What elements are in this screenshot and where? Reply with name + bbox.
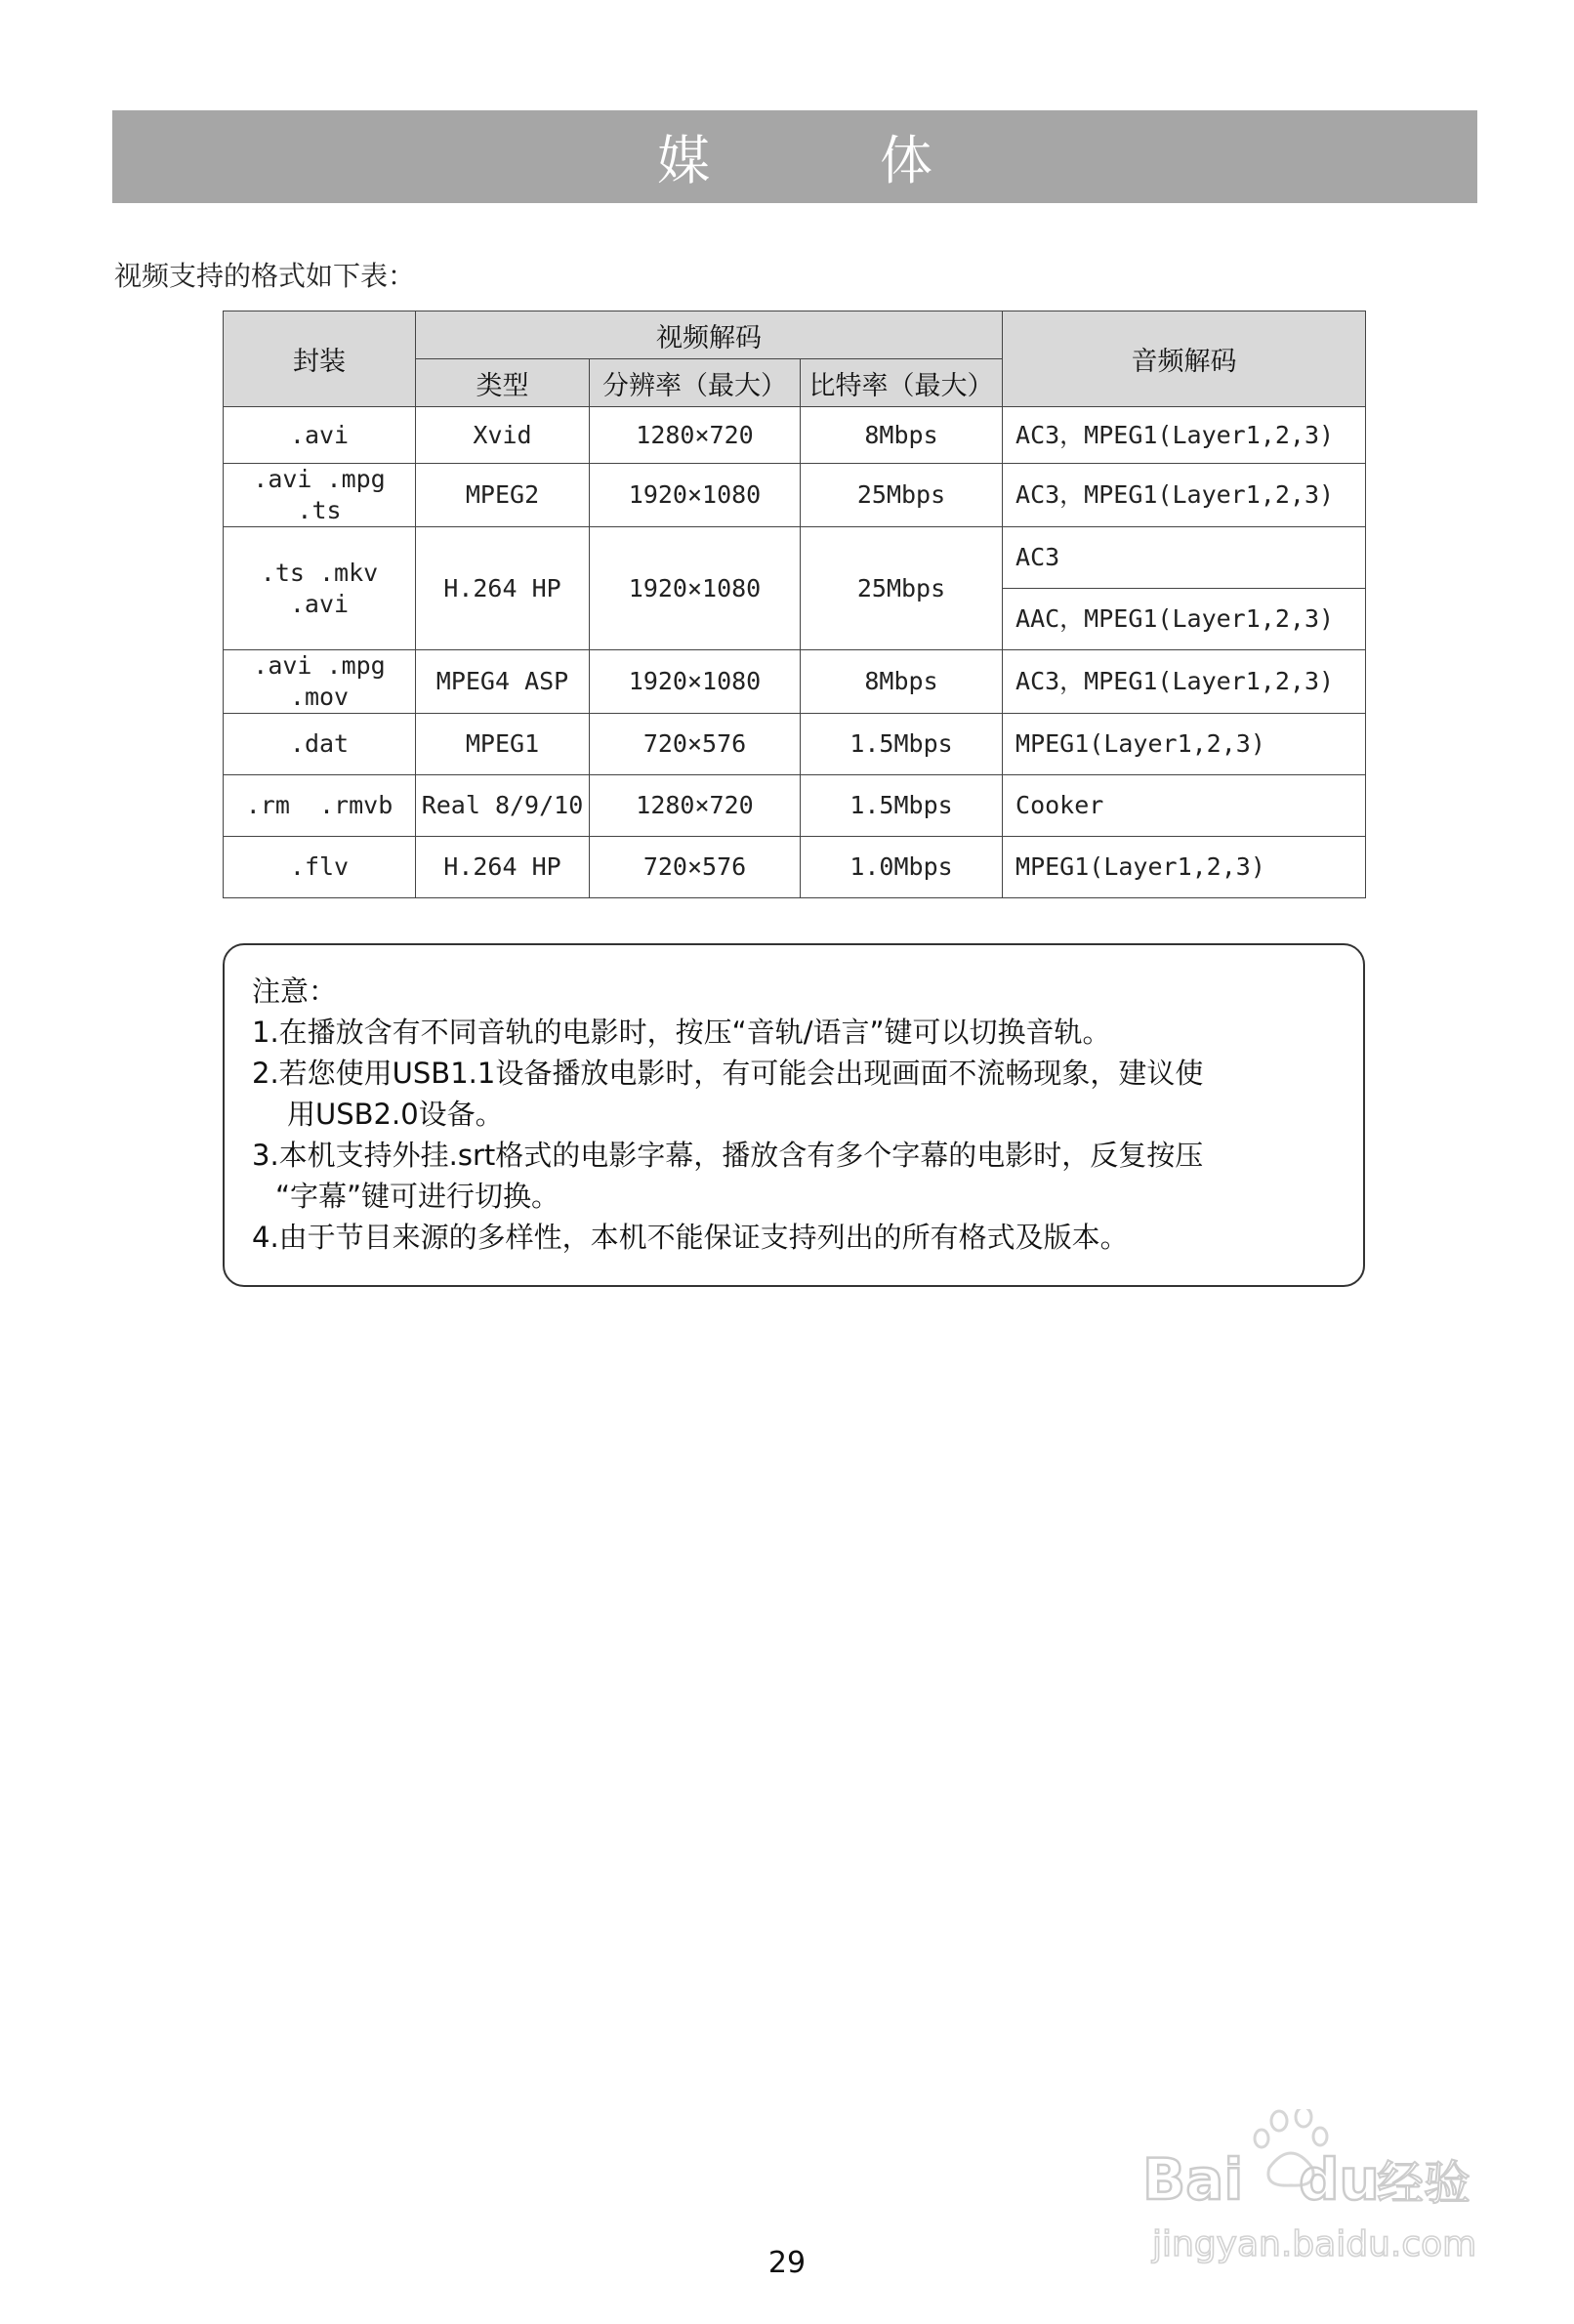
- cell-type: H.264 HP: [416, 837, 590, 898]
- format-table: [223, 311, 1366, 898]
- cell-audio: AC3，MPEG1(Layer1,2,3): [1003, 407, 1366, 464]
- notice-item-1: 1.在播放含有不同音轨的电影时，按压“音轨/语言”键可以切换音轨。: [252, 1016, 1111, 1049]
- header-type: 类型: [416, 359, 590, 407]
- cell-type: MPEG2: [416, 464, 590, 527]
- cell-container: [224, 650, 416, 714]
- header-bitrate: 比特率（最大）: [801, 359, 1003, 407]
- container-line: .avi .mpg: [253, 651, 386, 680]
- page-title-bar: [112, 110, 1477, 203]
- container-line: .rm .rmvb: [245, 791, 394, 819]
- header-video-decode: 视频解码: [416, 311, 1003, 359]
- table-row: [224, 464, 1366, 527]
- cell-type: MPEG4 ASP: [416, 650, 590, 714]
- cell-audio: AC3，MPEG1(Layer1,2,3): [1003, 650, 1366, 714]
- cell-resolution: 1280×720: [590, 407, 801, 464]
- notice-box: [223, 943, 1365, 1287]
- cell-audio: Cooker: [1003, 775, 1366, 837]
- table-row: [224, 837, 1366, 898]
- table-row: [224, 527, 1366, 589]
- container-line: .ts .mkv: [260, 558, 379, 587]
- header-audio-decode: 音频解码: [1003, 311, 1366, 407]
- notice-item-3-cont: “字幕”键可进行切换。: [275, 1180, 560, 1213]
- intro-text: 视频支持的格式如下表：: [114, 260, 416, 292]
- cell-bitrate: 1.5Mbps: [801, 775, 1003, 837]
- cell-audio: AAC，MPEG1(Layer1,2,3): [1003, 589, 1366, 650]
- svg-text:jingyan.baidu.com: jingyan.baidu.com: [1152, 2224, 1477, 2264]
- cell-container: [224, 837, 416, 898]
- page-number: 29: [767, 2246, 807, 2280]
- cell-resolution: 1920×1080: [590, 650, 801, 714]
- table-row: [224, 407, 1366, 464]
- header-resolution: 分辨率（最大）: [590, 359, 801, 407]
- notice-item-4: 4.由于节目来源的多样性，本机不能保证支持列出的所有格式及版本。: [252, 1221, 1129, 1254]
- cell-resolution: 1920×1080: [590, 464, 801, 527]
- page-title: 媒 体: [657, 130, 991, 191]
- cell-resolution: 1920×1080: [590, 527, 801, 650]
- cell-audio: MPEG1(Layer1,2,3): [1003, 837, 1366, 898]
- cell-container: [224, 527, 416, 650]
- cell-bitrate: 8Mbps: [801, 407, 1003, 464]
- cell-bitrate: 1.0Mbps: [801, 837, 1003, 898]
- cell-bitrate: 25Mbps: [801, 527, 1003, 650]
- container-line: .avi: [289, 589, 350, 618]
- notice-heading: 注意：: [252, 975, 338, 1008]
- cell-bitrate: 1.5Mbps: [801, 714, 1003, 775]
- notice-item-2-cont: 用USB2.0设备。: [287, 1098, 504, 1131]
- table-row: [224, 714, 1366, 775]
- cell-audio: AC3，MPEG1(Layer1,2,3): [1003, 464, 1366, 527]
- svg-text:Bai: Bai: [1142, 2146, 1244, 2213]
- cell-resolution: 720×576: [590, 837, 801, 898]
- cell-type: H.264 HP: [416, 527, 590, 650]
- cell-resolution: 720×576: [590, 714, 801, 775]
- cell-container: [224, 407, 416, 464]
- table-row: [224, 650, 1366, 714]
- header-container: 封装: [224, 311, 416, 407]
- cell-audio: MPEG1(Layer1,2,3): [1003, 714, 1366, 775]
- container-line: .dat: [289, 729, 350, 758]
- notice-item-2: 2.若您使用USB1.1设备播放电影时，有可能会出现画面不流畅现象，建议使: [252, 1057, 1204, 1090]
- cell-container: [224, 714, 416, 775]
- cell-type: MPEG1: [416, 714, 590, 775]
- svg-text:经验: 经验: [1377, 2156, 1471, 2211]
- svg-text:du: du: [1299, 2146, 1380, 2213]
- cell-container: [224, 464, 416, 527]
- container-line: .avi .mpg: [253, 465, 386, 493]
- table-row: [224, 775, 1366, 837]
- cell-bitrate: 8Mbps: [801, 650, 1003, 714]
- cell-resolution: 1280×720: [590, 775, 801, 837]
- cell-type: Real 8/9/10: [416, 775, 590, 837]
- cell-type: Xvid: [416, 407, 590, 464]
- cell-bitrate: 25Mbps: [801, 464, 1003, 527]
- container-line: .avi: [289, 420, 350, 449]
- cell-audio: AC3: [1003, 527, 1366, 589]
- container-line: .ts: [297, 496, 342, 524]
- container-line: .flv: [289, 852, 350, 881]
- cell-container: [224, 775, 416, 837]
- container-line: .mov: [289, 683, 350, 711]
- notice-item-3: 3.本机支持外挂.srt格式的电影字幕，播放含有多个字幕的电影时，反复按压: [252, 1139, 1204, 1172]
